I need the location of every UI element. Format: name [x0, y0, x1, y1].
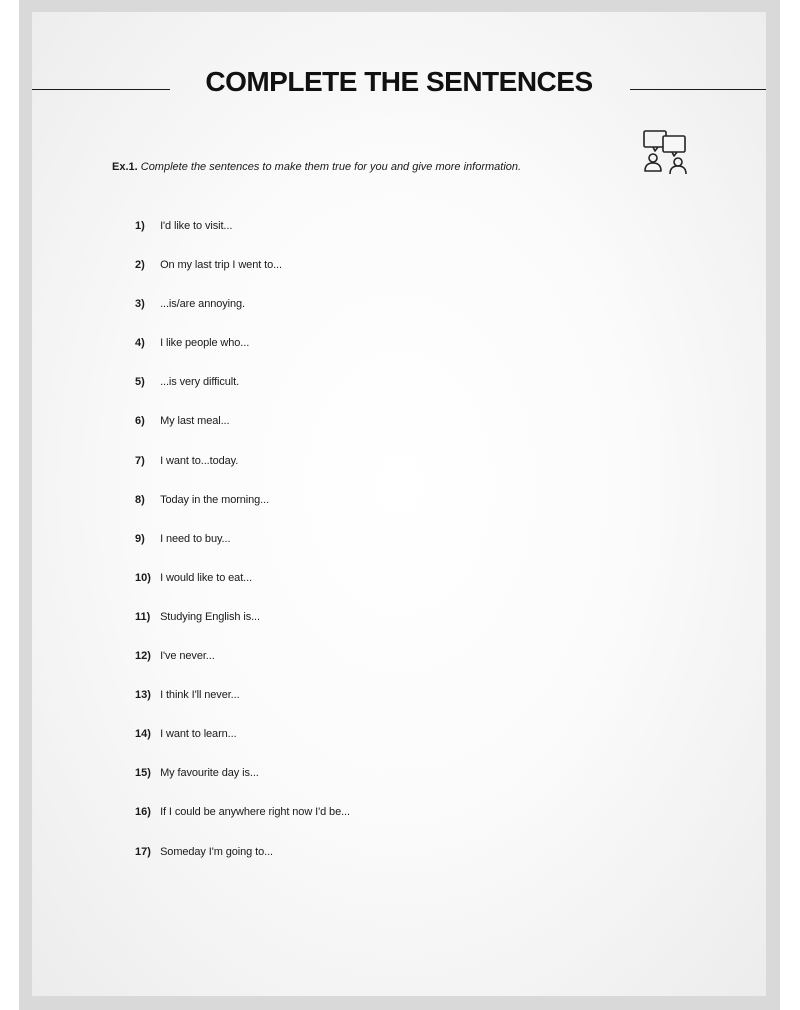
list-item	[135, 532, 350, 571]
sentence-text: My favourite day is...	[160, 767, 259, 780]
sentence-text: I like people who...	[160, 337, 250, 350]
list-item	[135, 336, 350, 375]
list-item	[135, 649, 350, 688]
sentence-number: 12)	[135, 650, 151, 663]
list-item	[135, 688, 350, 727]
list-item	[135, 571, 350, 610]
sentence-text: I've never...	[160, 650, 215, 663]
exercise-label: Ex.1.	[112, 161, 138, 173]
sentence-number: 13)	[135, 689, 151, 702]
page-frame	[19, 0, 780, 1010]
sentence-text: My last meal...	[160, 415, 230, 428]
sentence-number: 2)	[135, 259, 145, 272]
list-item	[135, 258, 350, 297]
list-item	[135, 454, 350, 493]
sentence-text: Today in the morning...	[160, 493, 270, 506]
sentence-text: I want to learn...	[160, 728, 237, 741]
list-item	[135, 805, 350, 844]
sentence-text: I want to...today.	[160, 454, 239, 467]
list-item	[135, 845, 350, 884]
sentence-text: ...is very difficult.	[160, 376, 240, 389]
exercise-text: Complete the sentences to make them true for you and give more information.	[140, 161, 522, 173]
sentence-list	[135, 219, 350, 884]
sentence-text: Someday I'm going to...	[160, 845, 273, 858]
list-item	[135, 766, 350, 805]
sentence-number: 10)	[135, 571, 151, 584]
list-item	[135, 297, 350, 336]
sentence-number: 11)	[135, 610, 151, 623]
sentence-number: 5)	[135, 376, 145, 389]
sentence-number: 3)	[135, 298, 145, 311]
sentence-number: 17)	[135, 845, 151, 858]
sentence-text: ...is/are annoying.	[160, 298, 245, 311]
sentence-number: 1)	[135, 220, 145, 232]
sentence-number: 16)	[135, 806, 151, 819]
sentence-text: On my last trip I went to...	[160, 259, 282, 272]
sentence-text: I need to buy...	[160, 532, 231, 545]
sentence-text: I'd like to visit...	[160, 220, 233, 232]
sentence-number: 15)	[135, 767, 151, 780]
sentence-text: I think I'll never...	[160, 689, 240, 702]
sentence-text: I would like to eat...	[160, 571, 253, 584]
list-item	[135, 375, 350, 414]
sentence-number: 14)	[135, 728, 151, 741]
list-item	[135, 493, 350, 532]
sentence-text: Studying English is...	[160, 610, 260, 623]
sentence-text: If I could be anywhere right now I'd be...	[160, 806, 350, 819]
sentence-number: 6)	[135, 415, 145, 428]
list-item	[135, 610, 350, 649]
sentence-number: 7)	[135, 454, 145, 467]
title-divider-right	[630, 89, 766, 90]
people-chat-icon	[641, 128, 691, 174]
sentence-number: 4)	[135, 337, 145, 350]
worksheet-page	[32, 12, 766, 996]
list-item	[135, 219, 350, 258]
page-title: COMPLETE THE SENTENCES	[205, 66, 593, 97]
exercise-instruction	[112, 161, 521, 173]
list-item	[135, 414, 350, 453]
sentence-number: 9)	[135, 532, 145, 545]
sentence-number: 8)	[135, 493, 145, 506]
list-item	[135, 727, 350, 766]
